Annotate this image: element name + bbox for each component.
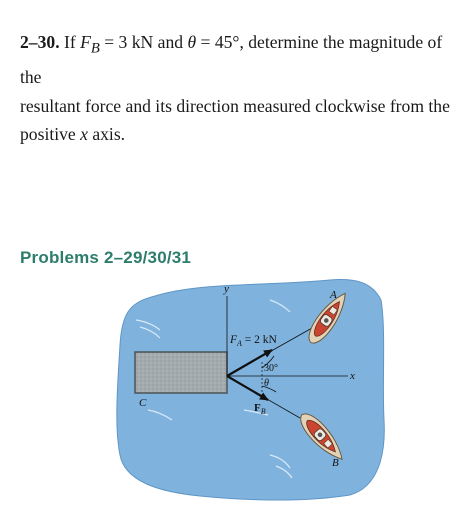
theta-symbol: θ xyxy=(187,32,197,52)
problem-number: 2–30. xyxy=(20,32,60,52)
label-fa: $F_A = 2$ kN xyxy=(230,334,277,348)
label-fb: $F_B$ xyxy=(254,402,266,416)
problem-line-3: positive x axis. xyxy=(20,124,126,145)
label-b: B xyxy=(332,457,339,469)
label-c: C xyxy=(139,397,147,409)
dock-c xyxy=(135,352,227,393)
fb-symbol: F xyxy=(80,32,91,52)
label-theta: θ xyxy=(264,378,269,389)
problem-line-2: resultant force and its direction measured clockwise from the xyxy=(20,95,450,116)
problem-line-1: 2–30. If $F_B = 3$ kN and θ = 45°, determine the magnitude of the xyxy=(20,32,443,88)
label-angle-30: 30° xyxy=(264,363,278,374)
label-x: x xyxy=(350,370,355,382)
label-a: A xyxy=(330,289,337,301)
label-y: y xyxy=(224,283,229,295)
section-title: Problems 2–29/30/31 xyxy=(20,248,192,267)
